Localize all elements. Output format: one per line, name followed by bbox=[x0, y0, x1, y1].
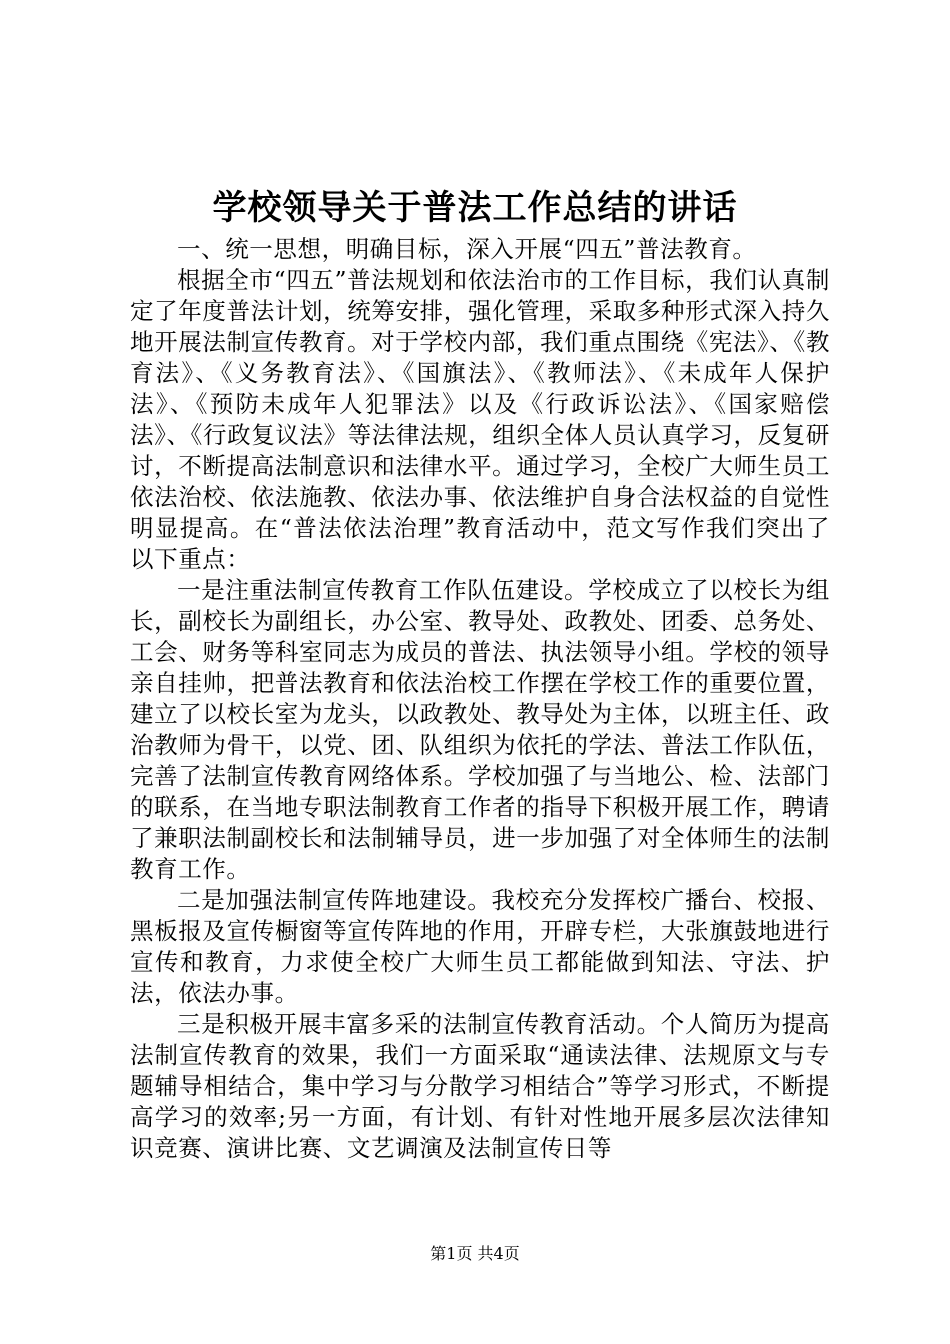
document-title: 学校领导关于普法工作总结的讲话 bbox=[212, 188, 738, 228]
paragraph-intro: 根据全市“四五”普法规划和依法治市的工作目标，我们认真制定了年度普法计划，统筹安排，强化管理，采取多种形式深入持久地开展法制宣传教育。对于学校内部，我们重点围绕《宪法》、《教育法》、《义务教育法》、《国旗法》、《教师法》、《未成年人保护法》、《预防未成年人犯罪法》以及《行政诉讼法》、《国家赔偿法》、《行政复议法》等法律法规，组织全体人员认真学习，反复研讨，不断提高法制意识和法律水平。通过学习，全校广大师生员工依法治校、依法施教、依法办事、依法维护自身合法权益的自觉性明显提高。在“普法依法治理”教育活动中，范文写作我们突出了以下重点： bbox=[130, 266, 830, 573]
page-number-footer: 第1页 共4页 bbox=[430, 1244, 520, 1263]
paragraph-point-two: 二是加强法制宣传阵地建设。我校充分发挥校广播台、校报、黑板报及宣传橱窗等宣传阵地的作用，开辟专栏，大张旗鼓地进行宣传和教育，力求使全校广大师生员工都能做到知法、守法、护法，依法办事。 bbox=[130, 886, 830, 1007]
document-body bbox=[130, 234, 830, 1164]
paragraph-point-one: 一是注重法制宣传教育工作队伍建设。学校成立了以校长为组长，副校长为副组长，办公室、教导处、政教处、团委、总务处、工会、财务等科室同志为成员的普法、执法领导小组。学校的领导亲自挂帅，把普法教育和依法治校工作摆在学校工作的重要位置，建立了以校长室为龙头，以政教处、教导处为主体，以班主任、政治教师为骨干，以党、团、队组织为依托的学法、普法工作队伍，完善了法制宣传教育网络体系。学校加强了与当地公、检、法部门的联系，在当地专职法制教育工作者的指导下积极开展工作，聘请了兼职法制副校长和法制辅导员，进一步加强了对全体师生的法制教育工作。 bbox=[130, 576, 830, 883]
paragraph-section-heading: 一、统一思想，明确目标，深入开展“四五”普法教育。 bbox=[177, 235, 757, 263]
paragraph-point-three: 三是积极开展丰富多采的法制宣传教育活动。个人简历为提高法制宣传教育的效果，我们一方面采取“通读法律、法规原文与专题辅导相结合，集中学习与分散学习相结合”等学习形式，不断提高学习的效率;另一方面，有计划、有针对性地开展多层次法律知识竞赛、演讲比赛、文艺调演及法制宣传日等 bbox=[130, 1010, 830, 1162]
